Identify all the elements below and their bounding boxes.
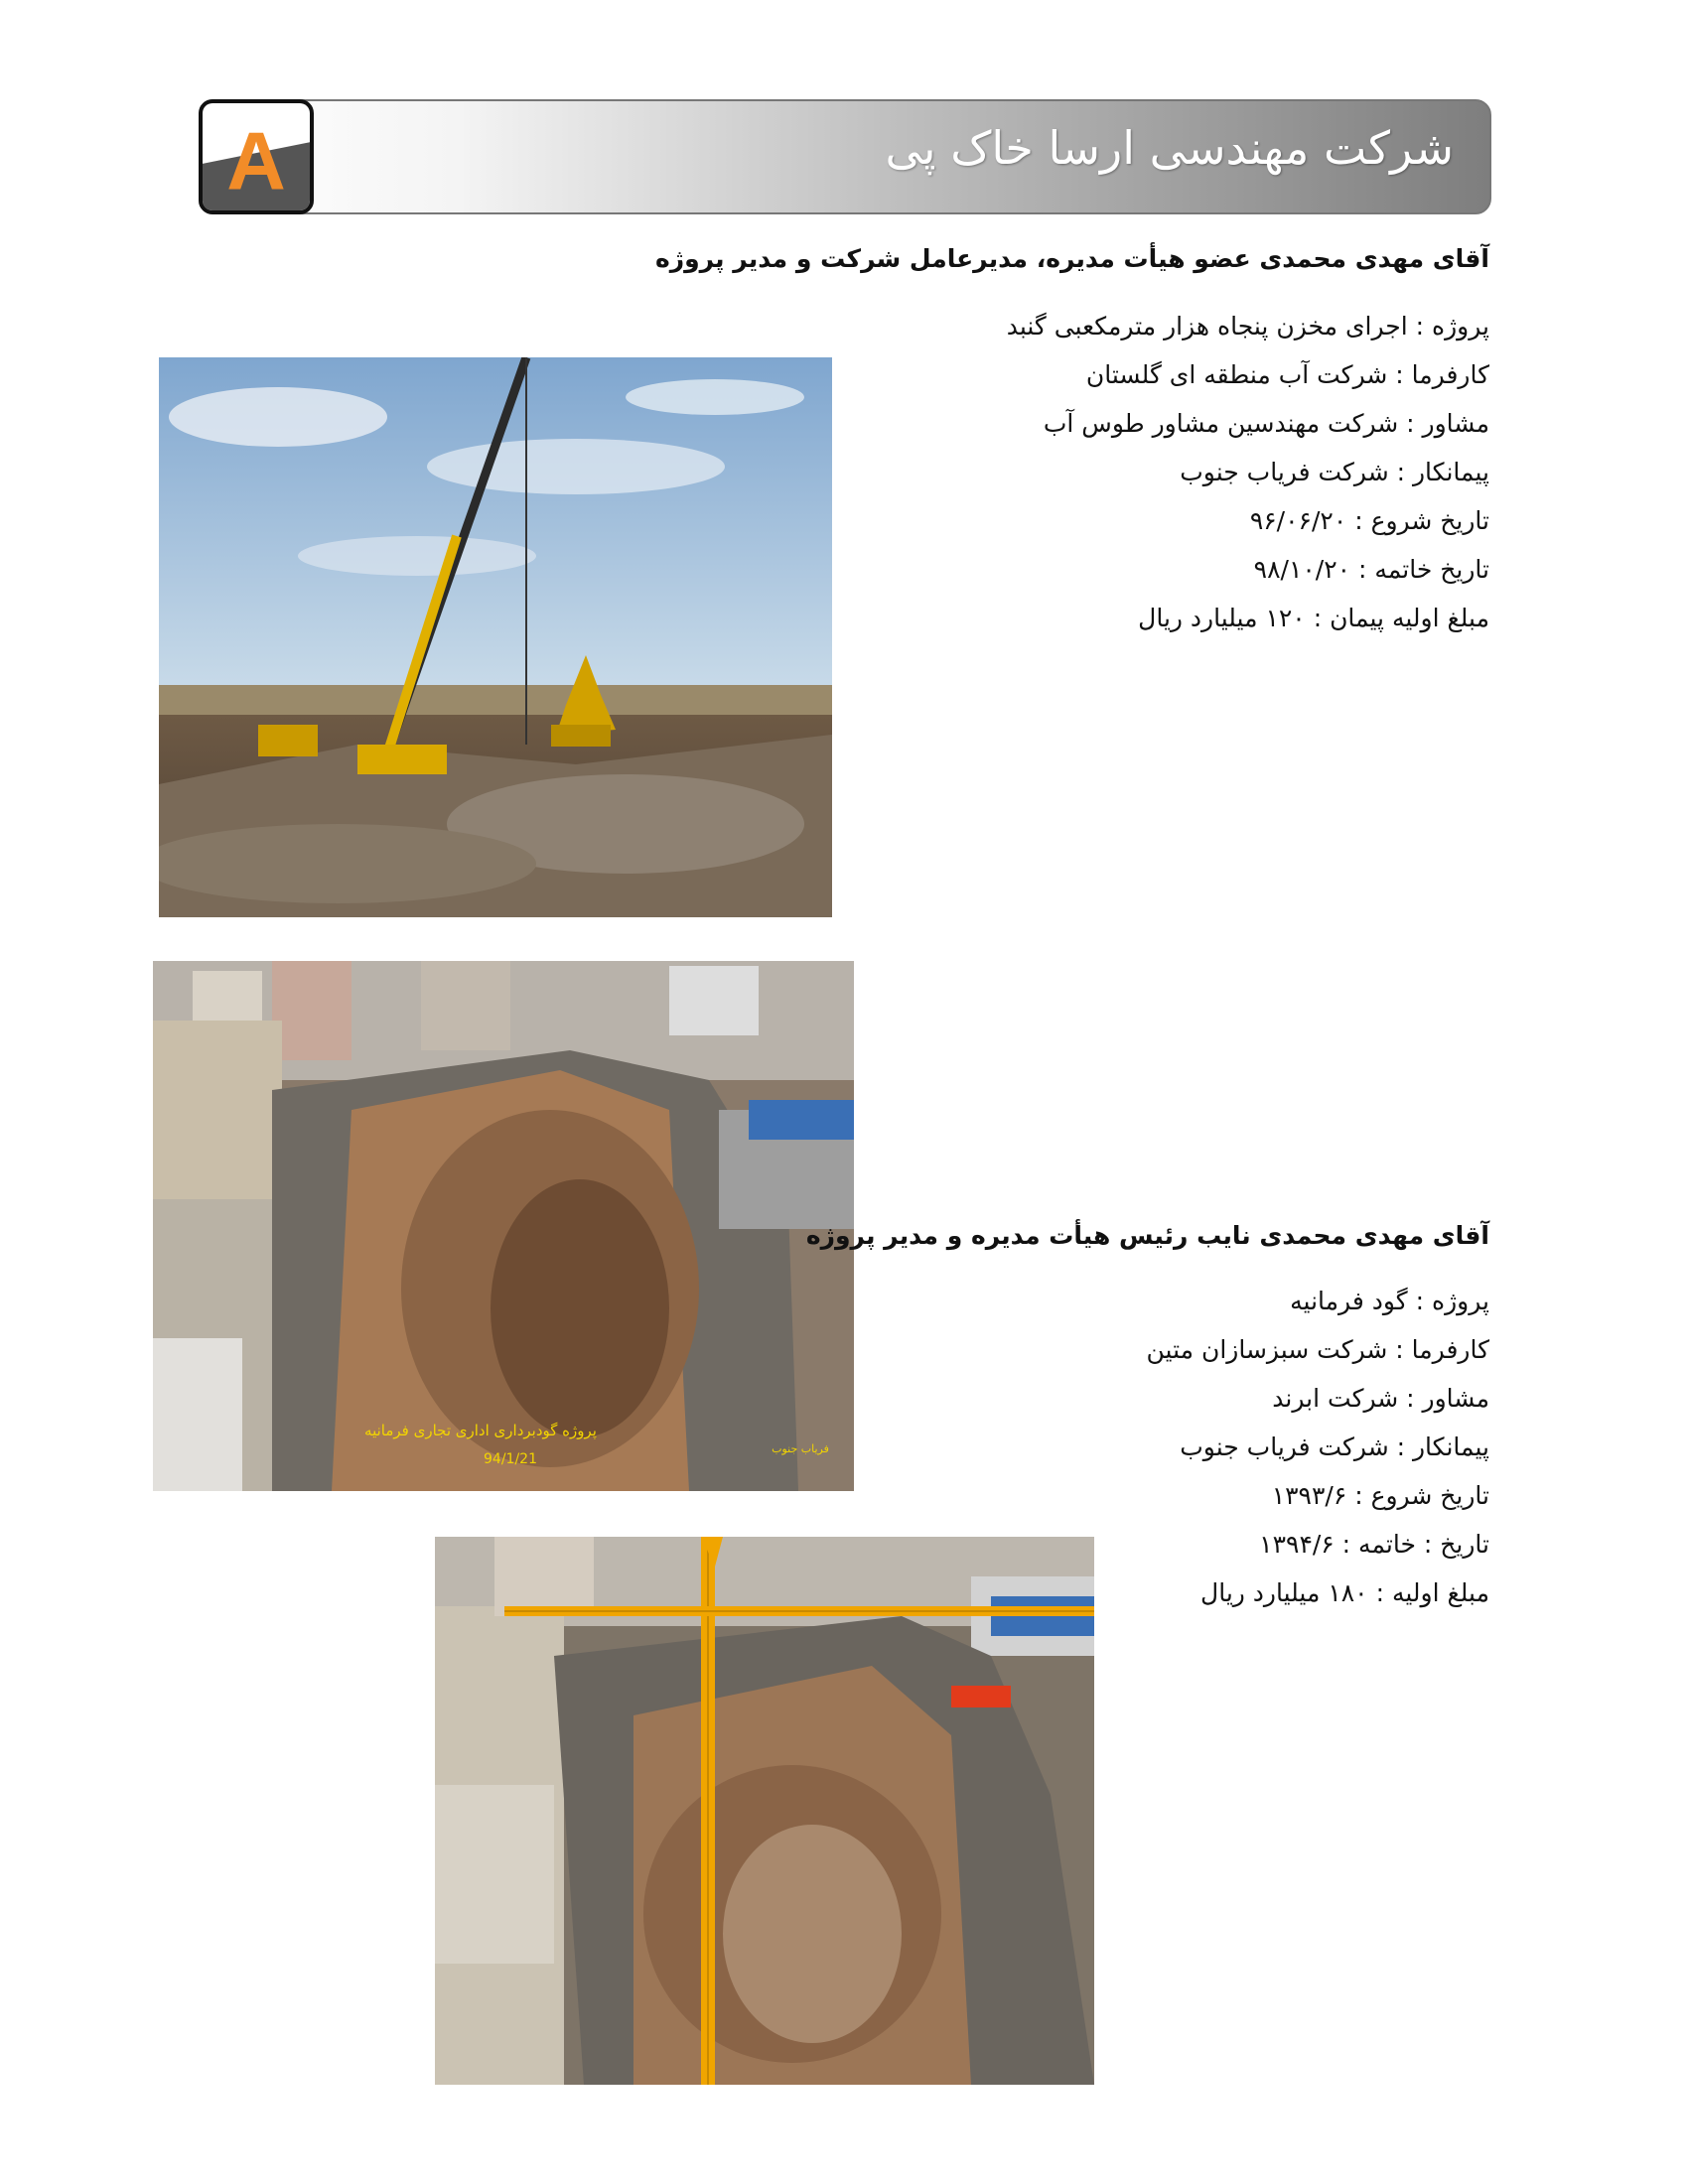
company-logo-icon [203, 103, 310, 210]
project2-text [806, 1221, 1489, 1250]
header-banner [199, 99, 1491, 214]
company-title: شرکت مهندسی ارسا خاک پی [885, 121, 1454, 175]
project2-details [1147, 1277, 1489, 1617]
project1-details [1007, 302, 1489, 642]
photo-tower-crane-excavation [435, 1537, 1094, 2085]
project1-line: تاریخ خاتمه : ۹۸/۱۰/۲۰ [1253, 555, 1489, 584]
project2-line: پروژه : گود فرمانیه [1290, 1287, 1489, 1315]
project2-line: کارفرما : شرکت سبزسازان متین [1146, 1335, 1489, 1364]
photo-crane-excavation [159, 357, 832, 917]
project1-line: پروژه : اجرای مخزن پنجاه هزار مترمکعبی گنبد [1006, 312, 1489, 341]
project2-line: تاریخ شروع : ۱۳۹۳/۶ [1271, 1481, 1489, 1510]
logo-letter: A [226, 115, 286, 207]
project1-line: مبلغ اولیه پیمان : ۱۲۰ میلیارد ریال [1138, 604, 1489, 632]
project2-heading: آقای مهدی محمدی نایب رئیس هیأت مدیره و مدیر پروژه [805, 1221, 1489, 1250]
project1-heading: آقای مهدی محمدی عضو هیأت مدیره، مدیرعامل شرکت و مدیر پروژه [654, 244, 1489, 273]
project2-line: مبلغ اولیه : ۱۸۰ میلیارد ریال [1200, 1578, 1489, 1607]
photo2-date: 94/1/21 [484, 1451, 537, 1467]
photo2-logo-text: فریاب جنوب [772, 1442, 829, 1455]
project1-line: پیمانکار : شرکت فریاب جنوب [1180, 458, 1489, 486]
project2-line: مشاور : شرکت ابرند [1272, 1384, 1489, 1413]
company-logo [199, 99, 314, 214]
photo-farmanieh-excavation [153, 961, 854, 1491]
photo2-caption: پروژه گودبرداری اداری تجاری فرمانیه [364, 1422, 597, 1439]
project1-line: مشاور : شرکت مهندسین مشاور طوس آب [1043, 409, 1489, 438]
project1-line: کارفرما : شرکت آب منطقه ای گلستان [1085, 360, 1489, 389]
project1-line: تاریخ شروع : ۹۶/۰۶/۲۰ [1249, 506, 1489, 535]
project2-line: تاریخ : خاتمه : ۱۳۹۴/۶ [1259, 1530, 1489, 1559]
project1-text [655, 244, 1489, 273]
project2-line: پیمانکار : شرکت فریاب جنوب [1180, 1433, 1489, 1461]
